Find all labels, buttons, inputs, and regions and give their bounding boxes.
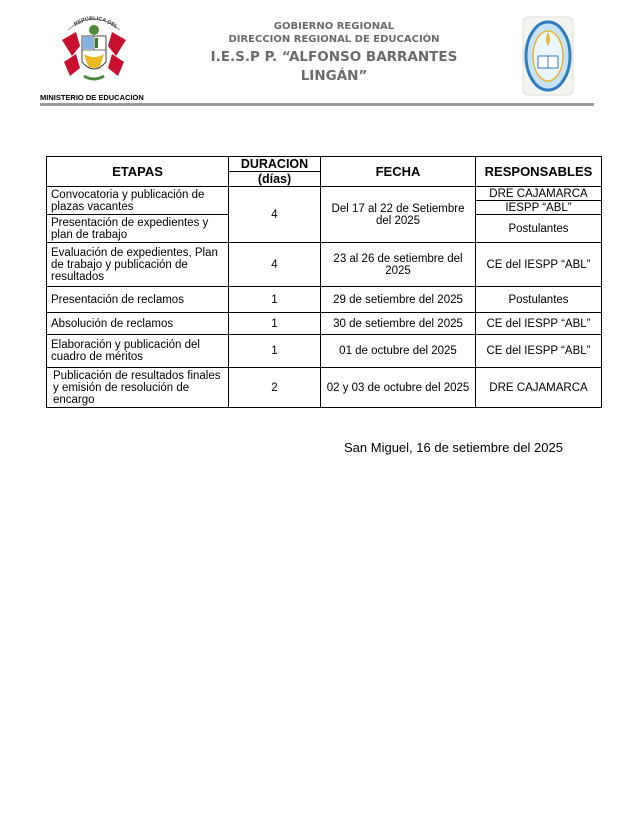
- header-divider: [40, 103, 594, 106]
- table-row: [47, 287, 602, 313]
- table-row: [47, 313, 602, 335]
- stage-cell: Evaluación de expedientes, Plan de trabajo y publicación de resultados: [47, 243, 229, 287]
- stage-cell: Presentación de reclamos: [47, 287, 229, 313]
- date-cell: 29 de setiembre del 2025: [321, 287, 476, 313]
- stage-cell: Absolución de reclamos: [47, 313, 229, 335]
- peru-coat-of-arms-icon: [54, 10, 134, 90]
- regional-government-title: GOBIERNO REGIONAL: [273, 21, 395, 32]
- duration-cell: 1: [229, 335, 321, 368]
- header-fecha: FECHA: [321, 157, 476, 187]
- responsible-cell: DRE CAJAMARCA: [476, 368, 602, 408]
- schedule-table: [46, 156, 602, 408]
- stage-cell: Convocatoria y publicación de plazas vacantes: [47, 187, 229, 215]
- crest-caption: REPÚBLICA DEL: [73, 15, 119, 31]
- responsible-cell: DRE CAJAMARCA: [476, 187, 602, 201]
- header-responsables: RESPONSABLES: [476, 157, 602, 187]
- duration-cell: 4: [229, 243, 321, 287]
- table-row: [47, 335, 602, 368]
- date-cell: Del 17 al 22 de Setiembre del 2025: [321, 187, 476, 243]
- header-duracion-unit: (días): [257, 172, 292, 186]
- responsible-cell: IESPP “ABL”: [476, 201, 602, 215]
- date-cell: 02 y 03 de octubre del 2025: [321, 368, 476, 408]
- table-row: [47, 243, 602, 287]
- date-cell: 23 al 26 de setiembre del 2025: [321, 243, 476, 287]
- header-duracion: [229, 157, 321, 187]
- table-row: [47, 368, 602, 408]
- duration-cell: 1: [229, 313, 321, 335]
- duration-cell: 2: [229, 368, 321, 408]
- stage-cell: Elaboración y publicación del cuadro de méritos: [47, 335, 229, 368]
- duration-cell: 1: [229, 287, 321, 313]
- stage-cell: Presentación de expedientes y plan de trabajo: [47, 215, 229, 243]
- responsible-cell: Postulantes: [476, 215, 602, 243]
- institute-name: I.E.S.P P. “ALFONSO BARRANTES LINGÁN”: [210, 49, 458, 84]
- table-row: [47, 187, 602, 201]
- date-cell: 01 de octubre del 2025: [321, 335, 476, 368]
- ministry-caption: MINISTERIO DE EDUCACION: [40, 93, 144, 102]
- responsible-cell: CE del IESPP “ABL”: [476, 243, 602, 287]
- duration-cell: 4: [229, 187, 321, 243]
- header-etapas: ETAPAS: [47, 157, 229, 187]
- date-cell: 30 de setiembre del 2025: [321, 313, 476, 335]
- svg-text:REPÚBLICA DEL PERÚ: [54, 10, 120, 31]
- regional-direction-title: DIRECCION REGIONAL DE EDUCACIÓN: [228, 34, 440, 45]
- place-date-signoff: San Miguel, 16 de setiembre del 2025: [344, 440, 563, 455]
- institute-logo-icon: [522, 16, 574, 96]
- responsible-cell: CE del IESPP “ABL”: [476, 313, 602, 335]
- responsible-cell: Postulantes: [476, 287, 602, 313]
- header-duracion-label: DURACION: [229, 157, 320, 172]
- stage-cell: Publicación de resultados finales y emisión de resolución de encargo: [47, 368, 229, 408]
- responsible-cell: CE del IESPP “ABL”: [476, 335, 602, 368]
- header-title-block: [200, 20, 468, 86]
- table-header-row: [47, 157, 602, 187]
